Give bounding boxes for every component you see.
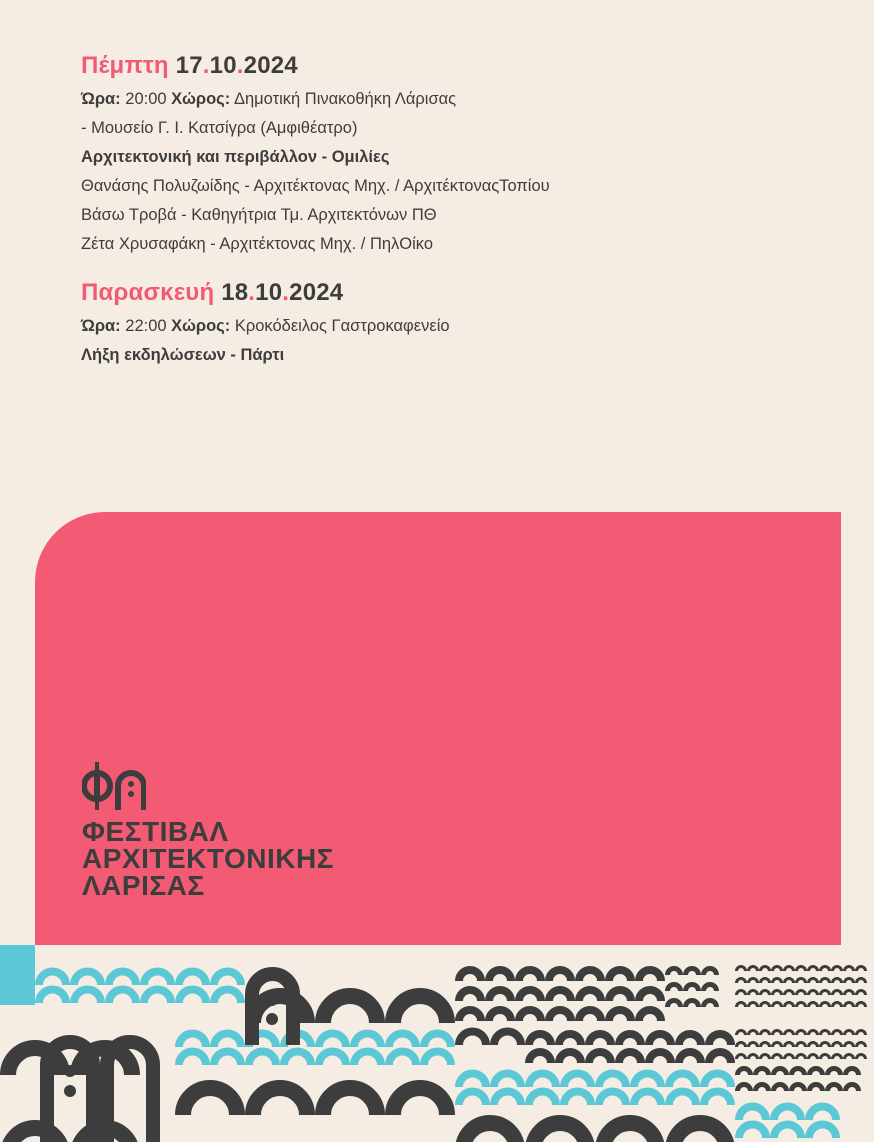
dark-small-arches [529, 1052, 731, 1063]
cyan-arches [179, 1034, 451, 1048]
dark-micro-arches [737, 979, 866, 984]
dark-small-arches [459, 990, 661, 1001]
event-thursday [81, 50, 841, 259]
cyan-arches [739, 1125, 836, 1139]
dark-small-arches [459, 1032, 521, 1046]
event-title: Αρχιτεκτονική και περιβάλλον - Ομιλίες [81, 148, 390, 166]
dark-micro-arches [737, 1055, 866, 1060]
festival-name-line: ΑΡΧΙΤΕΚΤΟΝΙΚΗΣ [82, 843, 334, 874]
dark-small-arches [459, 970, 661, 981]
dark-small-arches [459, 1010, 661, 1021]
dark-micro-arches [737, 991, 866, 996]
arch-dot [64, 1065, 76, 1077]
event-venue-continued: - Μουσείο Γ. Ι. Κατσίγρα (Αμφιθέατρο) [81, 119, 358, 137]
cyan-bar [0, 945, 35, 1005]
event-time: 20:00 [125, 90, 167, 108]
dark-tiny-arches [738, 1085, 859, 1092]
festival-logo-icon [82, 762, 146, 810]
speaker-line: Βάσω Τροβά - Καθηγήτρια Τμ. Αρχιτεκτόνων ΠΘ [81, 206, 437, 224]
dark-big-arches [183, 1088, 447, 1115]
arch-dot [266, 1013, 278, 1025]
cyan-arches [39, 990, 241, 1004]
festival-name-line: ΦΕΣΤΙΒΑΛ [82, 816, 229, 847]
event-day: Πέμπτη [81, 52, 169, 79]
festival-logo [82, 762, 334, 899]
dark-small-arches [529, 1034, 731, 1045]
dark-big-arches [253, 996, 447, 1023]
event-venue: Δημοτική Πινακοθήκη Λάρισας [233, 90, 457, 108]
event-venue: Κροκόδειλος Γαστροκαφενείο [234, 317, 450, 335]
venue-label: Χώρος: [171, 317, 231, 335]
cyan-arches [459, 1074, 731, 1088]
venue-label: Χώρος: [171, 90, 231, 108]
event-time: 22:00 [125, 317, 167, 335]
arch-dot [266, 994, 278, 1006]
event-day: Παρασκευή [81, 279, 215, 306]
dark-micro-arches [737, 1031, 866, 1036]
festival-name-line: ΛΑΡΙΣΑΣ [82, 870, 205, 901]
dark-micro-arches [737, 967, 866, 972]
event-title: Λήξη εκδηλώσεων - Πάρτι [81, 346, 285, 364]
dark-tiny-arches [668, 1001, 717, 1008]
speaker-line: Ζέτα Χρυσαφάκη - Αρχιτέκτονας Μηχ. / ΠηλΟίκο [81, 235, 434, 253]
event-friday [81, 277, 841, 370]
dark-tiny-arches [668, 969, 717, 976]
dark-big-arches [463, 1123, 727, 1142]
arch-pattern [0, 945, 874, 1142]
cyan-arches [739, 1107, 836, 1121]
cyan-arches [179, 1052, 451, 1066]
festival-name [82, 818, 334, 899]
schedule [81, 50, 841, 388]
event-time-venue [81, 85, 841, 114]
event-heading [81, 50, 841, 82]
time-label: Ώρα: [81, 90, 121, 108]
event-date: 18.10.2024 [221, 279, 344, 306]
cyan-arches [459, 1092, 731, 1106]
event-time-venue [81, 312, 841, 341]
festival-panel [35, 512, 841, 945]
arch-dot [64, 1085, 76, 1097]
speaker-line: Θανάσης Πολυζωίδης - Αρχιτέκτονας Μηχ. / ΑρχιτέκτοναςΤοπίου [81, 177, 550, 195]
dark-micro-arches [737, 1003, 866, 1008]
cyan-arches [39, 972, 241, 986]
event-date: 17.10.2024 [175, 52, 298, 79]
dark-tiny-arches [668, 985, 717, 992]
dark-tiny-arches [738, 1069, 859, 1076]
dark-micro-arches [737, 1043, 866, 1048]
event-heading [81, 277, 841, 309]
time-label: Ώρα: [81, 317, 121, 335]
